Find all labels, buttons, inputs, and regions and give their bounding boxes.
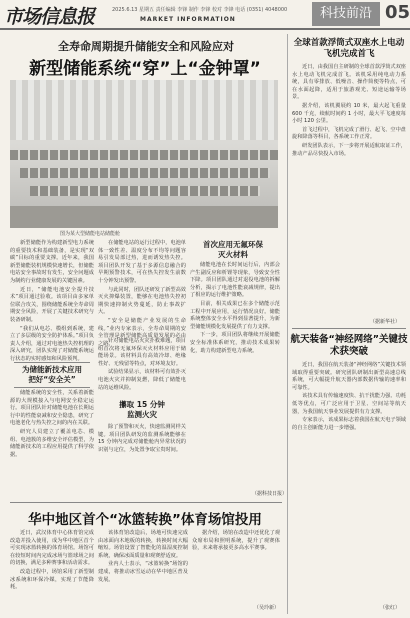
issue-meta: 2025.6.13 星期五 责任编辑 李锋 制作 李锋 校对 李锋 电话 (0351) 4048000: [112, 7, 288, 13]
subhead-safety: 为储能新技术应用 把好“安全关”: [22, 365, 82, 384]
lower-byline: （吴玲新）: [254, 605, 280, 611]
lower-column-3: 据介绍，场馆在改造中还优化了观众席布局和照明系统，提升了观赛体验，未来将承接更多高水平赛事。: [192, 530, 280, 552]
newspaper-logo: 市场信息报: [4, 6, 95, 28]
subhead-fire-material: 首次应用无氟环保 灭火材料: [203, 240, 263, 259]
right-byline-2: （张红）: [380, 605, 401, 611]
lower-headline: 华中地区首个“冰篮转换”体育场馆投用: [28, 512, 262, 528]
lead-column-3: 储能电池在长时间运行后，内部会产生副反应和析锂等现象，导致安全性下降。项目团队通过对退役电池的拆解分析，揭示了电池性能衰减规律，提出了相应的运行维护策略。 目前，相关成果已在多个储能示范工程中开展应用，运行情况良好。储能系统整体安全水平得到显著提升，为新型储能规模化发展提供了有力支撑。 下一步，项目团队将继续开展储能安全标准体系研究，推动技术成果转化，助力构建新型电力系统。: [190, 262, 280, 354]
lead-headline: 新型储能系统“穿”上“金钟罩”: [29, 59, 261, 79]
right-byline-1: （据新华社）: [370, 319, 401, 325]
lead-kicker: 全寿命周期提升储能安全和风险应对: [58, 40, 234, 53]
lower-column-2: 该体育馆改造后，场地可快速完成由冰面向木地板的转换，转换时间大幅缩短。场馆设置了智能化的温湿度控制系统，确保冰面质量和观赛舒适度。 业内人士表示，“冰篮转换”场馆的建成，将推动冰雪运动在华中地区普及发展。: [98, 530, 188, 583]
masthead: [0, 0, 410, 30]
lead-column-1: 新型储能作为构建新型电力系统的重要技术和基础装备，是实现“双碳”目标的重要支撑。近年来，我国新型储能装机规模快速增长，但储能电站安全事故时有发生，安全问题成为制约行业健康发展的关键因素。 近日，“储能电池安全提升技术”项目通过验收。该项目由多家单位联合攻关，围绕储能系统全寿命周期安全风险，开展了关键技术研究与装备研制。 “我们从电芯、模组到系统，建立了多层级的安全防护体系。”项目负责人介绍，通过对电池热失控机理的深入研究，团队实现了对储能系统运行状态的实时感知和风险预判。: [10, 240, 94, 362]
lead-photo: [10, 80, 278, 228]
right-headline-1: 全球首款浮筒式双座水上电动飞机完成首飞: [293, 38, 405, 59]
right-column-1: 近日，由我国自主研制的全球首款浮筒式双座水上电动飞机完成首飞。该机采用纯电动力系统，具有零排放、低噪音、操作简便等特点，可在水面起降，适用于旅游观光、短途运输等场景。 据介绍，该机翼展约 10 米，最大起飞重量 600 千克，续航时间约 1 小时，最大平飞速度每小时 120 公里。 首飞过程中，飞机完成了滑行、起飞、空中盘旋和降落等科目，各系统工作正常。 研发团队表示，下一步将开展适航取证工作，推动产品尽快投入市场。: [292, 64, 406, 157]
masthead-subtitle: MARKET INFORMATION: [140, 16, 236, 23]
lower-divider: [10, 502, 282, 503]
lead-column-2c: 除了预警和灭火，快速监测同样关键。项目团队研发的监测系统能够在 15 分钟内完成对储能舱内异常状况的识别与定位，为处置争取宝贵时间。: [98, 424, 186, 453]
section-label: 科技前沿: [312, 2, 380, 26]
photo-caption: 图为某大型储能电站储能舱: [60, 231, 121, 237]
subhead-rule: [14, 362, 90, 363]
lead-column-1b: 储能系统的安全性，关系着新能源的大规模接入与电网安全稳定运行。项目团队针对储能电池在长期运行中的性能衰减和安全隐患，研究了电池老化与热失控之间的内在关联。 研究人员建立了覆盖电芯、模组、电池簇的多维安全评估模型，为储能新技术的工程应用提供了科学依据。: [10, 390, 94, 458]
right-divider: [292, 328, 406, 329]
lower-column-1: 近日，武汉体育中心体育馆完成改造并投入使用，成为华中地区首个可实现冰篮转换的体育场馆。场馆可在较短时间内完成冰场与篮球场之间的切换，满足多种赛事和活动需求。 改造过程中，场馆采用了新型制冰系统和环保冷媒，实现了节能降耗。: [10, 530, 94, 591]
subhead-rule: [14, 387, 90, 388]
right-column-2: 近日，我国在航天装备“神经网络”关键技术领域取得重要突破。研究团队研制出新型高速总线系统，可大幅提升航天器内部数据传输的速率和可靠性。 该技术具有传输速度快、抗干扰能力强、功耗低等优点，可广泛应用于卫星、空间站等航天器，为我国航天事业发展提供有力支撑。 专家表示，该成果标志着我国在航天电子领域的自主创新能力进一步增强。: [292, 362, 406, 431]
page-number: 05: [385, 2, 410, 23]
subhead-monitoring: 攥取 15 分钟 监测火灾: [119, 400, 165, 419]
lead-column-2b: 针对储能电站火灾扑救难题，项目组首次将无氟环保灭火材料应用于储能场景。该材料具有高效冷却、绝缘性好、无残留等特点，对环境友好。 试验结果显示，该材料可有效扑灭电池火灾并抑制复燃，降低了储能电站的运维风险。: [98, 338, 186, 391]
lead-byline: （据科技日报）: [252, 491, 288, 497]
column-divider: [287, 34, 288, 614]
right-headline-2: 航天装备“神经网络”关键技术获突破: [290, 334, 408, 357]
lead-column-2: 在储能电站的运行过程中，电池单体一致性差、温度分布不均等问题容易引发局部过热，进而诱发热失控。项目团队开发了基于多源信息融合的早期预警技术，可在热失控发生前数十分钟发出预警。 与此同时，团队还研发了新型高效灭火抑爆装置，能够在电池热失控初期快速抑制火势蔓延，防止事故扩大。 “安全是储能产业发展的生命线。”业内专家表示，全寿命周期的安全管理是新型储能高质量发展的必由之路。: [98, 240, 186, 347]
